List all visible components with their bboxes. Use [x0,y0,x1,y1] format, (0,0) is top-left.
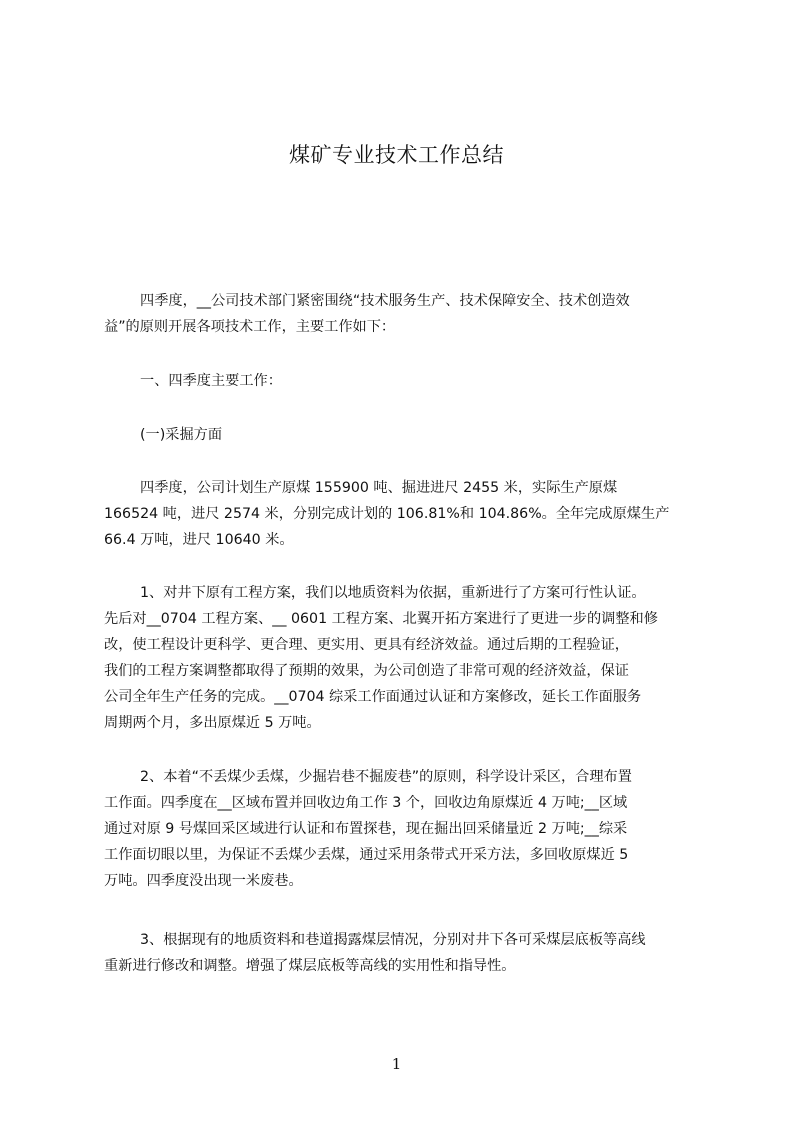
paragraph-line: 我们的工程方案调整都取得了预期的效果，为公司创造了非常可观的经济效益，保证 [104,663,629,679]
paragraph-line: 66.4 万吨，进尺 10640 米。 [104,532,294,548]
item-2-paragraph [104,764,696,894]
page-number: 1 [391,1055,402,1073]
paragraph-line: 改，使工程设计更科学、更合理、更实用、更具有经济效益。通过后期的工程验证， [104,637,629,653]
paragraph-line: 四季度，公司计划生产原煤 155900 吨、掘进进尺 2455 米，实际生产原煤 [140,480,618,496]
paragraph-line: 1、对井下原有工程方案，我们以地质资料为依据，重新进行了方案可行性认证。 [140,585,646,601]
paragraph-line: 工作面。四季度在__区域布置并回收边角工作 3 个，回收边角原煤近 4 万吨;__区域 [104,795,628,811]
paragraph-line: 益”的原则开展各项技术工作，主要工作如下： [104,319,396,335]
subsection-heading: (一)采掘方面 [140,427,223,443]
item-1-paragraph [104,580,696,736]
paragraph-line: 3、根据现有的地质资料和巷道揭露煤层情况，分别对井下各可采煤层底板等高线 [140,932,646,948]
paragraph-line: 先后对__0704 工程方案、__ 0601 工程方案、北翼开拓方案进行了更进一步的调整和修 [104,611,658,627]
paragraph-line: 2、本着“不丢煤少丢煤，少掘岩巷不掘废巷”的原则，科学设计采区，合理布置 [140,769,632,785]
paragraph-line: 万吨。四季度没出现一米废巷。 [104,873,303,889]
paragraph-line: 重新进行修改和调整。增强了煤层底板等高线的实用性和指导性。 [104,958,516,974]
paragraph-line: 通过对原 9 号煤回采区域进行认证和布置探巷，现在掘出回采储量近 2 万吨;__综采 [104,821,628,837]
production-paragraph [104,475,696,553]
paragraph-line: 四季度，__公司技术部门紧密围绕“技术服务生产、技术保障安全、技术创造效 [140,293,630,309]
section-heading: 一、四季度主要工作： [140,373,282,389]
paragraph-line: 166524 吨，进尺 2574 米，分别完成计划的 106.81%和 104.86%。全年完成原煤生产 [104,506,670,522]
paragraph-line: 周期两个月，多出原煤近 5 万吨。 [104,715,321,731]
paragraph-line: 公司全年生产任务的完成。__0704 综采工作面通过认证和方案修改，延长工作面服务 [104,689,642,705]
intro-paragraph [104,288,696,340]
paragraph-line: 工作面切眼以里，为保证不丢煤少丢煤，通过采用条带式开采方法，多回收原煤近 5 [104,847,629,863]
document-title: 煤矿专业技术工作总结 [289,143,504,167]
item-3-paragraph [104,927,696,979]
